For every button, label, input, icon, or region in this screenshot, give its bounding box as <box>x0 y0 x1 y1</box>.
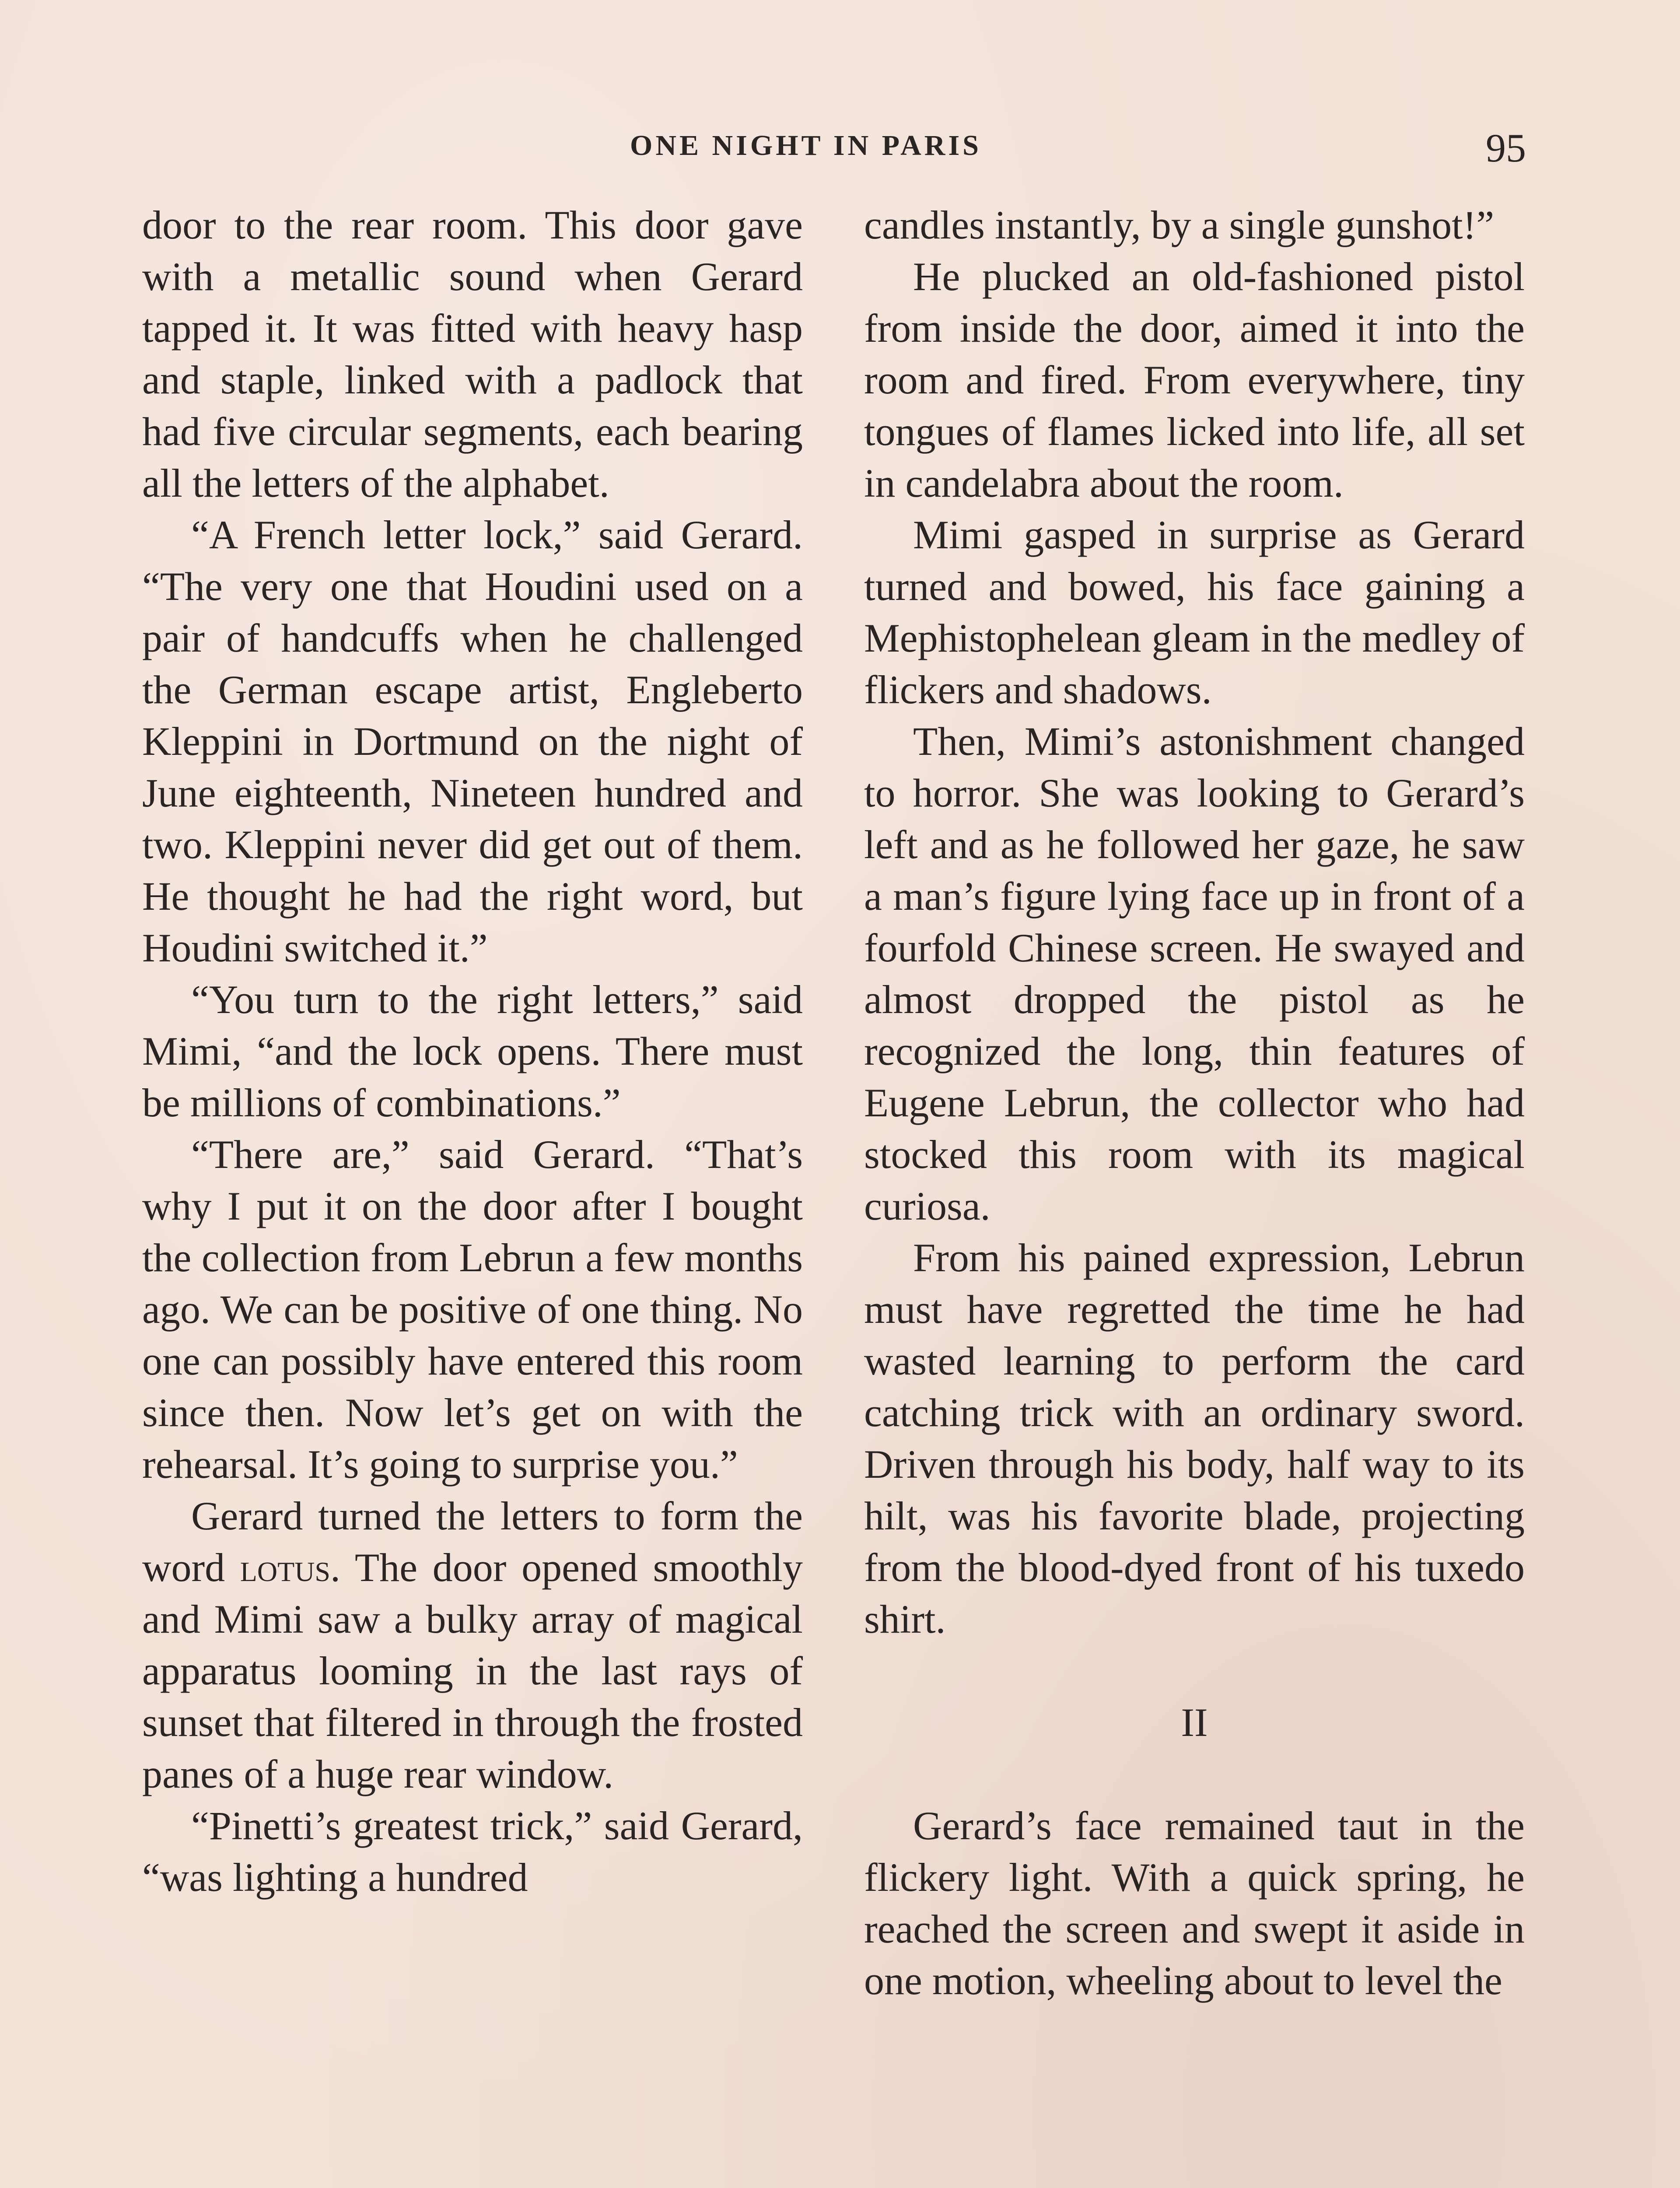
paragraph: Then, Mimi’s astonishment changed to horror. She was looking to Gerard’s left and as he followed her gaze, he saw a man’s figure lying face up in front of a fourfold Chinese screen. He swayed and almost dropped the pistol as he recognized the long, thin features of Eugene Lebrun, the collector who had stocked this room with its magical curiosa. <box>864 719 1525 1228</box>
section-heading: II <box>1181 1700 1208 1745</box>
paragraph: Gerard’s face remained taut in the flickery light. With a quick spring, he reached the screen and swept it aside in one motion, wheeling about to level the <box>864 1803 1525 2003</box>
paragraph: “A French letter lock,” said Gerard. “The very one that Houdini used on a pair of handcuffs when he challenged the German escape artist, Engleberto Kleppini in Dortmund on the night of June eighteenth, Nineteen hundred and two. Kleppini never did get out of them. He thought he had the right word, but Houdini switched it.” <box>142 512 803 970</box>
small-caps-word: lotus <box>240 1545 331 1590</box>
paragraph: Mimi gasped in surprise as Gerard turned and bowed, his face gaining a Mephistophelean gleam in the medley of flickers and shadows. <box>864 512 1525 712</box>
paragraph: From his pained expression, Lebrun must have regretted the time he had wasted learning to perform the card catching trick with an ordinary sword. Driven through his body, half way to its hilt, was his favorite blade, projecting from the blood-dyed front of his tuxedo shirt. <box>864 1235 1525 1641</box>
paragraph: He plucked an old-fashioned pistol from inside the door, aimed it into the room and fired. From everywhere, tiny tongues of flames licked into life, all set in candelabra about the room. <box>864 254 1525 505</box>
paragraph-text: Gerard turned the letters to form the word <box>142 1494 803 1590</box>
left-column <box>142 199 803 1903</box>
paragraph-text: . The door opened smoothly and Mimi saw a bulky array of magical apparatus looming in the last rays of sunset that filtered in through the frosted panes of a huge rear window. <box>142 1545 803 1796</box>
paragraph <box>142 1490 803 1800</box>
paragraph: “There are,” said Gerard. “That’s why I put it on the door after I bought the collection from Lebrun a few months ago. We can be positive of one thing. No one can possibly have entered this room since then. Now let’s get on with the rehearsal. It’s going to surprise you.” <box>142 1132 803 1487</box>
running-head: ONE NIGHT IN PARIS <box>630 130 982 161</box>
paragraph: candles instantly, by a single gunshot!” <box>864 203 1494 247</box>
right-column <box>864 199 1525 2006</box>
paragraph: “You turn to the right letters,” said Mimi, “and the lock opens. There must be millions of combinations.” <box>142 977 803 1125</box>
paragraph: door to the rear room. This door gave with a metallic sound when Gerard tapped it. It was fitted with heavy hasp and staple, linked with a padlock that had five circular segments, each bearing all the letters of the alphabet. <box>142 203 803 505</box>
paragraph: “Pinetti’s greatest trick,” said Gerard, “was lighting a hundred <box>142 1803 803 1900</box>
page-number: 95 <box>1486 126 1526 170</box>
